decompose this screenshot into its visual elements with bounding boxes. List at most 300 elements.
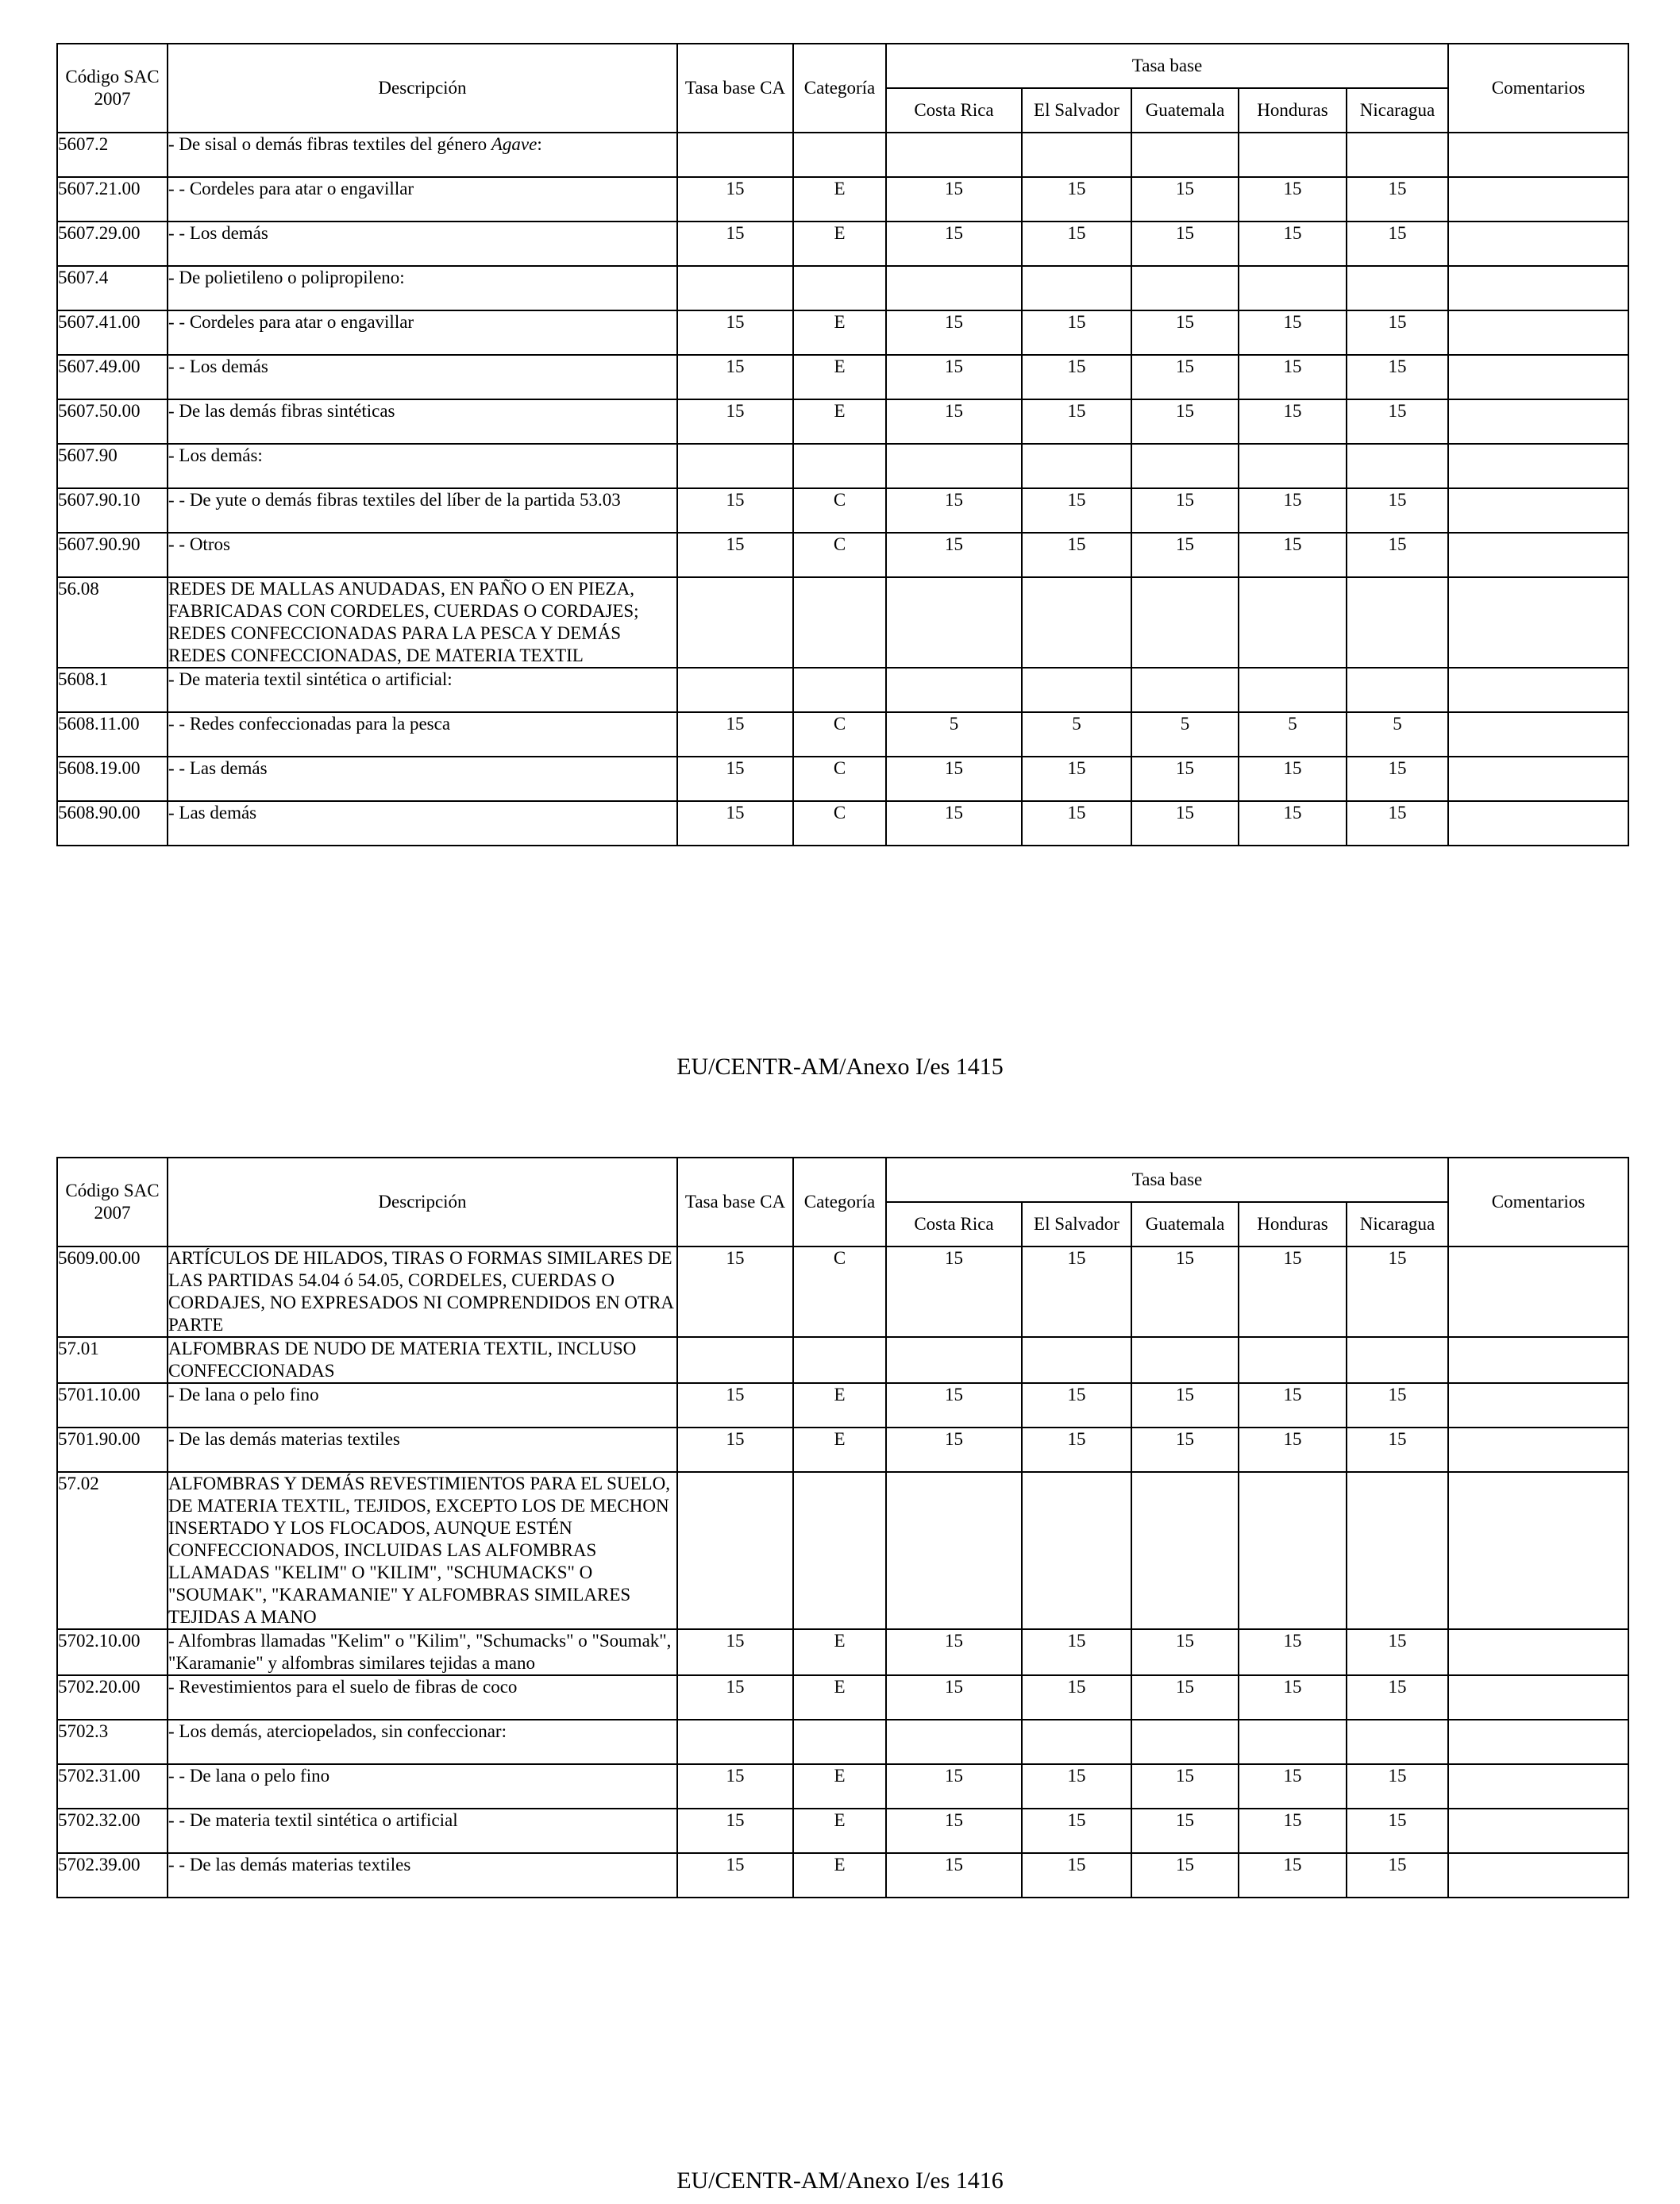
code-cell: 5607.50.00 [57,399,168,444]
description-cell: - - Los demás [168,355,677,399]
country-rate-cell: 15 [1239,1853,1347,1898]
code-cell: 5607.2 [57,133,168,177]
country-rate-cell [1131,1720,1239,1764]
code-cell: 5607.41.00 [57,310,168,355]
country-rate-cell: 15 [886,1809,1022,1853]
table-row [57,1337,1628,1383]
country-rate-cell: 15 [1022,1383,1131,1428]
code-cell: 57.02 [57,1472,168,1629]
base-rate-ca-cell [677,668,793,712]
table-row [57,177,1628,222]
country-rate-cell: 15 [1022,1675,1131,1720]
country-rate-cell: 15 [1239,310,1347,355]
description-cell: - De lana o pelo fino [168,1383,677,1428]
country-rate-cell: 15 [1022,488,1131,533]
table-row [57,533,1628,577]
description-cell: ALFOMBRAS Y DEMÁS REVESTIMIENTOS PARA EL SUELO, DE MATERIA TEXTIL, TEJIDOS, EXCEPTO LOS DE MECHON INSERTADO Y LOS FLOCADOS, AUNQUE ESTÉN CONFECCIONADOS, INCLUIDAS LAS ALFOMBRAS LLAMADAS "KELIM" O "KILIM", "SCHUMACKS" O "SOUMAK", "KARAMANIE" Y ALFOMBRAS SIMILARES TEJIDAS A MANO [168,1472,677,1629]
country-rate-cell: 15 [1131,1428,1239,1472]
category-cell: C [793,488,886,533]
country-rate-cell [1239,444,1347,488]
category-cell [793,1337,886,1383]
description-cell: - - De materia textil sintética o artificial [168,1809,677,1853]
table-row [57,1675,1628,1720]
table-row [57,488,1628,533]
country-rate-cell: 15 [1131,1383,1239,1428]
description-tail: : [537,134,542,154]
country-rate-cell [1131,577,1239,668]
table-row [57,444,1628,488]
comment-cell [1448,668,1628,712]
comment-cell [1448,444,1628,488]
header-base-rate: Tasa base [886,1158,1448,1202]
category-cell: E [793,1383,886,1428]
country-rate-cell [1347,266,1448,310]
page-footer: EU/CENTR-AM/Anexo I/es 1416 [676,2167,1004,2194]
country-rate-cell [886,133,1022,177]
country-rate-cell: 15 [1131,310,1239,355]
base-rate-ca-cell: 15 [677,399,793,444]
country-rate-cell: 15 [1131,177,1239,222]
base-rate-ca-cell: 15 [677,1428,793,1472]
base-rate-ca-cell: 15 [677,355,793,399]
country-rate-cell: 15 [1022,310,1131,355]
country-rate-cell: 15 [1239,801,1347,846]
country-rate-cell: 15 [1131,757,1239,801]
country-rate-cell: 15 [1131,1675,1239,1720]
base-rate-ca-cell: 15 [677,1629,793,1675]
base-rate-ca-cell: 15 [677,757,793,801]
country-rate-cell [886,266,1022,310]
table-row [57,133,1628,177]
country-rate-cell: 15 [886,757,1022,801]
country-rate-cell [1239,668,1347,712]
country-rate-cell: 15 [1022,757,1131,801]
code-cell: 5702.32.00 [57,1809,168,1853]
category-cell [793,444,886,488]
country-rate-cell [1131,1337,1239,1383]
country-rate-cell: 15 [886,355,1022,399]
country-rate-cell: 15 [1022,1764,1131,1809]
table-row [57,712,1628,757]
code-cell: 5608.19.00 [57,757,168,801]
country-rate-cell: 15 [1347,1675,1448,1720]
table-row [57,1720,1628,1764]
code-cell: 5701.10.00 [57,1383,168,1428]
table-row [57,1853,1628,1898]
country-rate-cell [1022,577,1131,668]
comment-cell [1448,310,1628,355]
comment-cell [1448,355,1628,399]
country-rate-cell [1022,668,1131,712]
code-cell: 5608.11.00 [57,712,168,757]
page-footer: EU/CENTR-AM/Anexo I/es 1415 [676,1054,1004,1080]
base-rate-ca-cell [677,444,793,488]
country-rate-cell: 15 [1022,801,1131,846]
country-rate-cell: 15 [886,801,1022,846]
country-rate-cell [1239,133,1347,177]
country-rate-cell: 15 [1131,533,1239,577]
header-category: Categoría [793,1158,886,1246]
country-rate-cell: 15 [1022,355,1131,399]
country-rate-cell [1239,1472,1347,1629]
comment-cell [1448,757,1628,801]
country-rate-cell [1239,577,1347,668]
code-cell: 5607.90.90 [57,533,168,577]
description-cell: - - Los demás [168,222,677,266]
country-rate-cell: 15 [1131,1764,1239,1809]
country-rate-cell: 15 [1022,1428,1131,1472]
table-row [57,801,1628,846]
comment-cell [1448,1764,1628,1809]
country-rate-cell [1131,1472,1239,1629]
description-cell: - De las demás fibras sintéticas [168,399,677,444]
category-cell [793,1720,886,1764]
base-rate-ca-cell: 15 [677,1809,793,1853]
country-rate-cell: 5 [1239,712,1347,757]
description-cell: - Los demás: [168,444,677,488]
description-cell: - - Otros [168,533,677,577]
header-country: El Salvador [1022,1202,1131,1246]
country-rate-cell: 15 [886,1383,1022,1428]
code-cell: 5702.3 [57,1720,168,1764]
country-rate-cell: 15 [1239,533,1347,577]
country-rate-cell: 15 [1347,1809,1448,1853]
comment-cell [1448,266,1628,310]
country-rate-cell: 15 [1131,1629,1239,1675]
country-rate-cell: 15 [886,177,1022,222]
header-base-rate-ca: Tasa base CA [677,44,793,133]
table-row [57,1764,1628,1809]
table-row [57,399,1628,444]
description-cell: - Las demás [168,801,677,846]
base-rate-ca-cell: 15 [677,1853,793,1898]
country-rate-cell [1239,1337,1347,1383]
comment-cell [1448,1428,1628,1472]
base-rate-ca-cell [677,266,793,310]
country-rate-cell [1022,1720,1131,1764]
base-rate-ca-cell: 15 [677,533,793,577]
category-cell: E [793,177,886,222]
description-cell [168,133,677,177]
header-description: Descripción [168,1158,677,1246]
header-code: Código SAC 2007 [57,44,168,133]
category-cell: E [793,310,886,355]
country-rate-cell: 15 [886,1853,1022,1898]
country-rate-cell: 15 [1022,177,1131,222]
country-rate-cell: 5 [886,712,1022,757]
code-cell: 5608.90.00 [57,801,168,846]
country-rate-cell: 15 [1022,1246,1131,1337]
description-cell: REDES DE MALLAS ANUDADAS, EN PAÑO O EN PIEZA, FABRICADAS CON CORDELES, CUERDAS O CORDAJES; REDES CONFECCIONADAS PARA LA PESCA Y DEMÁS REDES CONFECCIONADAS, DE MATERIA TEXTIL [168,577,677,668]
description-cell: - De las demás materias textiles [168,1428,677,1472]
table-row [57,222,1628,266]
country-rate-cell: 15 [1022,1853,1131,1898]
comment-cell [1448,1383,1628,1428]
country-rate-cell: 15 [1022,399,1131,444]
country-rate-cell [886,1720,1022,1764]
description-cell: - - Las demás [168,757,677,801]
base-rate-ca-cell: 15 [677,310,793,355]
category-cell: E [793,1853,886,1898]
base-rate-ca-cell [677,1472,793,1629]
country-rate-cell: 15 [1239,1383,1347,1428]
comment-cell [1448,399,1628,444]
comment-cell [1448,1472,1628,1629]
country-rate-cell: 15 [1022,1629,1131,1675]
country-rate-cell: 15 [1239,1675,1347,1720]
code-cell: 5702.39.00 [57,1853,168,1898]
description-cell: - - De yute o demás fibras textiles del líber de la partida 53.03 [168,488,677,533]
country-rate-cell: 15 [1347,310,1448,355]
description-cell: - - De lana o pelo fino [168,1764,677,1809]
header-country: El Salvador [1022,88,1131,133]
header-category: Categoría [793,44,886,133]
country-rate-cell [1131,133,1239,177]
category-cell: E [793,355,886,399]
country-rate-cell [886,668,1022,712]
country-rate-cell [1022,1472,1131,1629]
country-rate-cell [886,577,1022,668]
table-row [57,310,1628,355]
code-cell: 5607.49.00 [57,355,168,399]
description-cell: - Los demás, aterciopelados, sin confeccionar: [168,1720,677,1764]
country-rate-cell: 15 [886,1246,1022,1337]
country-rate-cell: 15 [1131,399,1239,444]
base-rate-ca-cell [677,577,793,668]
country-rate-cell [1239,1720,1347,1764]
description-cell: - - De las demás materias textiles [168,1853,677,1898]
country-rate-cell: 15 [886,399,1022,444]
code-cell: 5701.90.00 [57,1428,168,1472]
header-country: Guatemala [1131,88,1239,133]
country-rate-cell: 15 [886,533,1022,577]
header-country: Guatemala [1131,1202,1239,1246]
table-row [57,1809,1628,1853]
comment-cell [1448,1853,1628,1898]
base-rate-ca-cell: 15 [677,488,793,533]
country-rate-cell: 15 [1347,177,1448,222]
country-rate-cell: 15 [1131,488,1239,533]
header-country: Honduras [1239,1202,1347,1246]
base-rate-ca-cell: 15 [677,222,793,266]
table-row [57,757,1628,801]
country-rate-cell: 15 [1239,1246,1347,1337]
category-cell: C [793,801,886,846]
country-rate-cell: 15 [1131,801,1239,846]
country-rate-cell: 15 [1347,1428,1448,1472]
category-cell: E [793,1629,886,1675]
base-rate-ca-cell: 15 [677,177,793,222]
header-country: Nicaragua [1347,1202,1448,1246]
country-rate-cell: 15 [1239,1764,1347,1809]
country-rate-cell: 15 [1131,355,1239,399]
base-rate-ca-cell: 15 [677,712,793,757]
country-rate-cell: 15 [1239,177,1347,222]
country-rate-cell: 15 [1239,1629,1347,1675]
country-rate-cell [1347,668,1448,712]
country-rate-cell [886,1337,1022,1383]
country-rate-cell: 15 [1131,1853,1239,1898]
code-cell: 5607.29.00 [57,222,168,266]
code-cell: 5607.21.00 [57,177,168,222]
country-rate-cell: 15 [1347,1246,1448,1337]
category-cell [793,577,886,668]
description-cell: ALFOMBRAS DE NUDO DE MATERIA TEXTIL, INCLUSO CONFECCIONADAS [168,1337,677,1383]
country-rate-cell: 15 [1239,757,1347,801]
country-rate-cell: 15 [1131,1246,1239,1337]
table-row [57,1629,1628,1675]
country-rate-cell [1347,1337,1448,1383]
country-rate-cell: 15 [1239,222,1347,266]
table-row [57,1246,1628,1337]
comment-cell [1448,1809,1628,1853]
country-rate-cell: 15 [1347,1764,1448,1809]
description-text: - De sisal o demás fibras textiles del género [168,134,491,154]
country-rate-cell: 15 [1347,1853,1448,1898]
country-rate-cell: 15 [1022,222,1131,266]
description-cell: - De polietileno o polipropileno: [168,266,677,310]
tariff-table-1 [56,43,1629,846]
country-rate-cell [1022,133,1131,177]
country-rate-cell: 15 [1347,1629,1448,1675]
category-cell: E [793,1809,886,1853]
country-rate-cell: 5 [1022,712,1131,757]
country-rate-cell [1022,266,1131,310]
category-cell: E [793,1428,886,1472]
description-cell: - De materia textil sintética o artificial: [168,668,677,712]
country-rate-cell [1239,266,1347,310]
comment-cell [1448,577,1628,668]
country-rate-cell: 5 [1131,712,1239,757]
header-comments: Comentarios [1448,1158,1628,1246]
header-base-rate-ca: Tasa base CA [677,1158,793,1246]
country-rate-cell: 15 [1347,757,1448,801]
comment-cell [1448,1337,1628,1383]
country-rate-cell: 15 [1239,1809,1347,1853]
country-rate-cell: 15 [886,488,1022,533]
category-cell: C [793,712,886,757]
base-rate-ca-cell [677,133,793,177]
country-rate-cell: 15 [1022,1809,1131,1853]
code-cell: 5609.00.00 [57,1246,168,1337]
code-cell: 5607.4 [57,266,168,310]
table-row [57,1428,1628,1472]
header-country: Nicaragua [1347,88,1448,133]
country-rate-cell: 5 [1347,712,1448,757]
country-rate-cell [886,444,1022,488]
header-description: Descripción [168,44,677,133]
comment-cell [1448,1720,1628,1764]
country-rate-cell [1131,444,1239,488]
description-cell: - - Cordeles para atar o engavillar [168,310,677,355]
comment-cell [1448,177,1628,222]
base-rate-ca-cell [677,1337,793,1383]
header-country: Costa Rica [886,1202,1022,1246]
category-cell: C [793,757,886,801]
base-rate-ca-cell [677,1720,793,1764]
category-cell [793,1472,886,1629]
country-rate-cell [1022,444,1131,488]
country-rate-cell [1022,1337,1131,1383]
country-rate-cell: 15 [886,222,1022,266]
table-row [57,577,1628,668]
comment-cell [1448,1675,1628,1720]
description-cell: - - Cordeles para atar o engavillar [168,177,677,222]
base-rate-ca-cell: 15 [677,1383,793,1428]
header-country: Costa Rica [886,88,1022,133]
country-rate-cell: 15 [886,310,1022,355]
base-rate-ca-cell: 15 [677,801,793,846]
comment-cell [1448,1629,1628,1675]
table-row [57,355,1628,399]
comment-cell [1448,488,1628,533]
table-row [57,266,1628,310]
country-rate-cell: 15 [886,1629,1022,1675]
description-cell: - Revestimientos para el suelo de fibras de coco [168,1675,677,1720]
country-rate-cell: 15 [1131,222,1239,266]
comment-cell [1448,801,1628,846]
category-cell: C [793,533,886,577]
code-cell: 5607.90 [57,444,168,488]
table-body [57,1246,1628,1898]
comment-cell [1448,222,1628,266]
table-row [57,1472,1628,1629]
country-rate-cell: 15 [1239,355,1347,399]
category-cell: E [793,222,886,266]
country-rate-cell: 15 [886,1675,1022,1720]
table-row [57,1383,1628,1428]
base-rate-ca-cell: 15 [677,1764,793,1809]
country-rate-cell [1347,577,1448,668]
country-rate-cell: 15 [886,1764,1022,1809]
country-rate-cell: 15 [1347,222,1448,266]
header-comments: Comentarios [1448,44,1628,133]
category-cell: E [793,399,886,444]
description-italic: Agave [491,134,538,154]
comment-cell [1448,133,1628,177]
code-cell: 5608.1 [57,668,168,712]
country-rate-cell: 15 [1347,1383,1448,1428]
description-cell: - - Redes confeccionadas para la pesca [168,712,677,757]
header-base-rate: Tasa base [886,44,1448,88]
country-rate-cell: 15 [1022,533,1131,577]
country-rate-cell: 15 [1131,1809,1239,1853]
code-cell: 5702.10.00 [57,1629,168,1675]
table-row [57,668,1628,712]
country-rate-cell: 15 [1347,801,1448,846]
country-rate-cell: 15 [1347,533,1448,577]
category-cell [793,668,886,712]
code-cell: 56.08 [57,577,168,668]
country-rate-cell: 15 [886,1428,1022,1472]
code-cell: 5702.31.00 [57,1764,168,1809]
country-rate-cell: 15 [1347,399,1448,444]
country-rate-cell: 15 [1347,355,1448,399]
comment-cell [1448,712,1628,757]
header-country: Honduras [1239,88,1347,133]
category-cell [793,133,886,177]
country-rate-cell: 15 [1239,488,1347,533]
comment-cell [1448,1246,1628,1337]
country-rate-cell [1131,668,1239,712]
category-cell: C [793,1246,886,1337]
table-body [57,133,1628,846]
country-rate-cell [1347,133,1448,177]
country-rate-cell [1131,266,1239,310]
base-rate-ca-cell: 15 [677,1675,793,1720]
description-cell: ARTÍCULOS DE HILADOS, TIRAS O FORMAS SIMILARES DE LAS PARTIDAS 54.04 ó 54.05, CORDELES, CUERDAS O CORDAJES, NO EXPRESADOS NI COMPRENDIDOS EN OTRA PARTE [168,1246,677,1337]
country-rate-cell [1347,444,1448,488]
